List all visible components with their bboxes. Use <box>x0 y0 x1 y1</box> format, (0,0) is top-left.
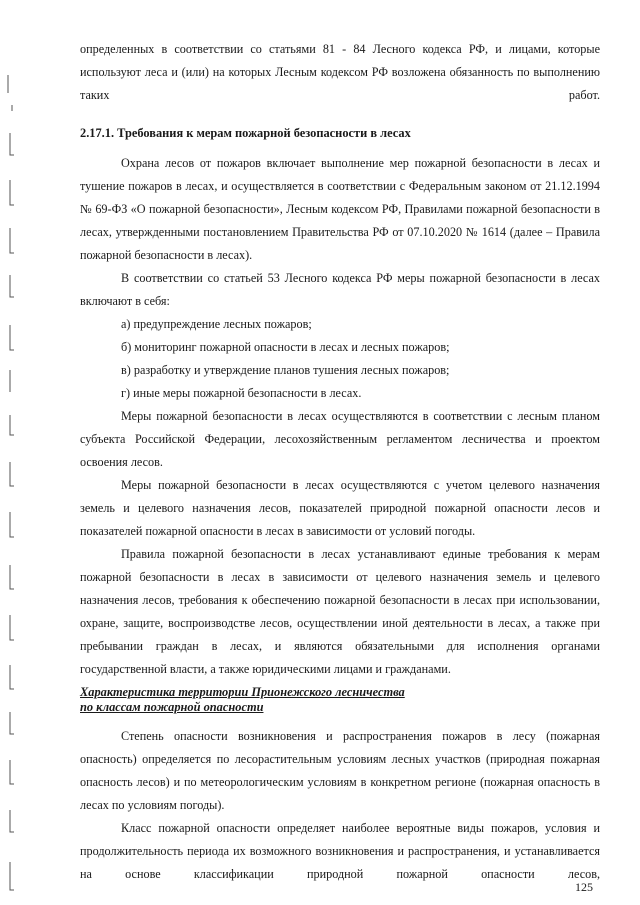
paragraph: Степень опасности возникновения и распространения пожаров в лесу (пожарная опасность) определяется по лесорастительным условиям лесных участков (природная пожарная опасность лесов) и по метеорологическим условиям в конкретном регионе (пожарная опасность в лесах по условиям погоды). <box>80 729 600 812</box>
paragraph: Класс пожарной опасности определяет наиболее вероятные виды пожаров, условия и продолжительность периода их возможного возникновения и распространения, и устанавливается на основе классификации природной пожарной опасности лесов, <box>80 821 600 881</box>
paragraph: Охрана лесов от пожаров включает выполнение мер пожарной безопасности в лесах и тушение пожаров в лесах, и осуществляется в соответствии с Федеральным законом от 21.12.1994 № 69-ФЗ «О пожарной безопасности», Лесным кодексом РФ, Правилами пожарной безопасности в лесах, утвержденными постановлением Правительства РФ от 07.10.2020 № 1614 (далее – Правила пожарной безопасности в лесах). <box>80 156 600 262</box>
document-body <box>80 38 600 886</box>
paragraph: Меры пожарной безопасности в лесах осуществляются в соответствии с лесным планом субъекта Российской Федерации, лесохозяйственным регламентом лесничества и проектом освоения лесов. <box>80 409 600 469</box>
list-item: а) предупреждение лесных пожаров; <box>121 317 312 331</box>
paragraph: В соответствии со статьей 53 Лесного кодекса РФ меры пожарной безопасности в лесах включают в себя: <box>80 271 600 308</box>
list-item: г) иные меры пожарной безопасности в лесах. <box>121 386 362 400</box>
paragraph: Правила пожарной безопасности в лесах устанавливают единые требования к мерам пожарной безопасности в лесах в зависимости от целевого назначения земель и целевого назначения лесов, требования к обеспечению пожарной безопасности в лесах при использовании, охране, защите, воспроизводстве лесов, осуществлении иной деятельности в лесах, а также при пребывании граждан в лесах, и являются обязательными для исполнения органами государственной власти, а также юридическими лицами и гражданами. <box>80 547 600 676</box>
scan-margin-marks <box>0 0 34 905</box>
continuation-paragraph: определенных в соответствии со статьями 81 - 84 Лесного кодекса РФ, и лицами, которые используют леса и (или) на которых Лесным кодексом РФ возложена обязанность по выполнению таких работ. <box>80 42 600 102</box>
list-item: б) мониторинг пожарной опасности в лесах и лесных пожаров; <box>121 340 450 354</box>
subsection-heading-line: по классам пожарной опасности <box>80 700 264 714</box>
subsection-heading <box>80 685 600 715</box>
list-item: в) разработку и утверждение планов тушения лесных пожаров; <box>121 363 450 377</box>
page-number: 125 <box>575 880 593 894</box>
paragraph: Меры пожарной безопасности в лесах осуществляются с учетом целевого назначения земель и целевого назначения лесов, показателей природной пожарной опасности лесов и показателей пожарной опасности в лесах в зависимости от условий погоды. <box>80 478 600 538</box>
section-heading: 2.17.1. Требования к мерам пожарной безопасности в лесах <box>80 126 411 140</box>
subsection-heading-line: Характеристика территории Прионежского лесничества <box>80 685 405 699</box>
